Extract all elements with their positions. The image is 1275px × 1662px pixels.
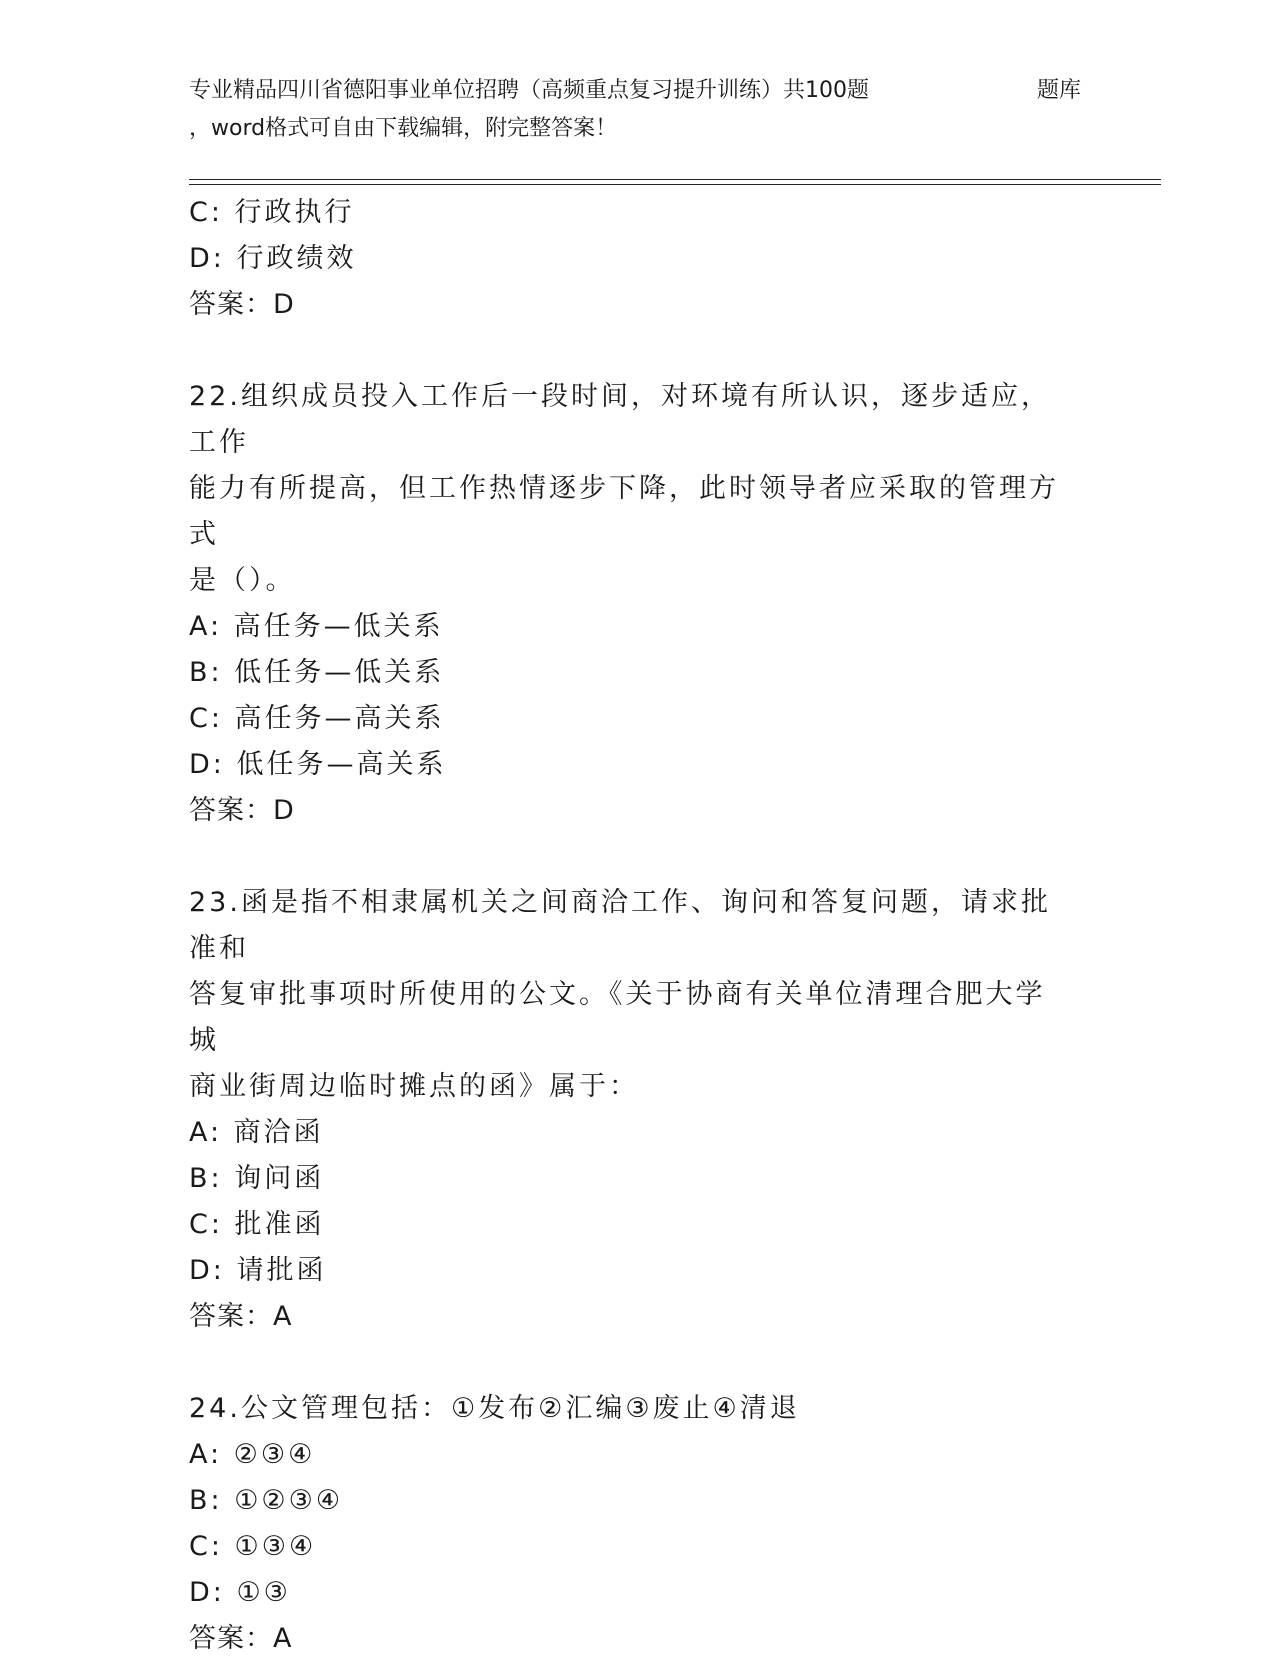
spacer — [189, 834, 1089, 880]
option-a: A: 商洽函 — [189, 1117, 324, 1148]
question-text: 23.函是指不相隶属机关之间商洽工作、询问和答复问题，请求批准和 答复审批事项时所使用的公文。《关于协商有关单位清理合肥大学城 商业街周边临时摊点的函》属于： — [189, 887, 1051, 1102]
option-b: B: 低任务—低关系 — [189, 657, 445, 688]
prev-question-tail — [189, 190, 1089, 328]
header-rule-bottom — [189, 184, 1161, 185]
question-22 — [189, 374, 1089, 834]
option-d: D: 行政绩效 — [189, 243, 357, 274]
question-24 — [189, 1386, 1089, 1662]
document-content — [189, 190, 1089, 1662]
option-c: C: 批准函 — [189, 1209, 325, 1240]
spacer — [189, 1340, 1089, 1386]
question-text: 22.组织成员投入工作后一段时间，对环境有所认识，逐步适应，工作 能力有所提高，但工作热情逐步下降，此时领导者应采取的管理方式 是（）。 — [189, 381, 1059, 596]
spacer — [189, 328, 1089, 374]
option-a: A: ②③④ — [189, 1439, 316, 1470]
header-subtitle: ，word格式可自由下载编辑，附完整答案！ — [189, 116, 618, 141]
option-c: C: 高任务—高关系 — [189, 703, 445, 734]
question-text: 24.公文管理包括：①发布②汇编③废止④清退 — [189, 1393, 800, 1424]
option-d: D: 请批函 — [189, 1255, 327, 1286]
page-header — [189, 72, 1149, 148]
option-c: C: ①③④ — [189, 1531, 317, 1562]
question-23 — [189, 880, 1089, 1340]
option-d: D: ①③ — [189, 1577, 291, 1608]
option-a: A: 高任务—低关系 — [189, 611, 444, 642]
answer-line: 答案：D — [189, 795, 295, 826]
header-title: 专业精品四川省德阳事业单位招聘（高频重点复习提升训练）共100题 — [189, 78, 869, 103]
answer-line: 答案：A — [189, 1301, 293, 1332]
answer-line: 答案：A — [189, 1623, 293, 1654]
header-rule-top — [189, 179, 1161, 180]
header-tag: 题库 — [1037, 78, 1082, 103]
header-title-line — [189, 72, 1149, 110]
option-d: D: 低任务—高关系 — [189, 749, 447, 780]
option-b: B: 询问函 — [189, 1163, 325, 1194]
option-b: B: ①②③④ — [189, 1485, 344, 1516]
answer-line: 答案：D — [189, 289, 295, 320]
option-c: C: 行政执行 — [189, 197, 355, 228]
